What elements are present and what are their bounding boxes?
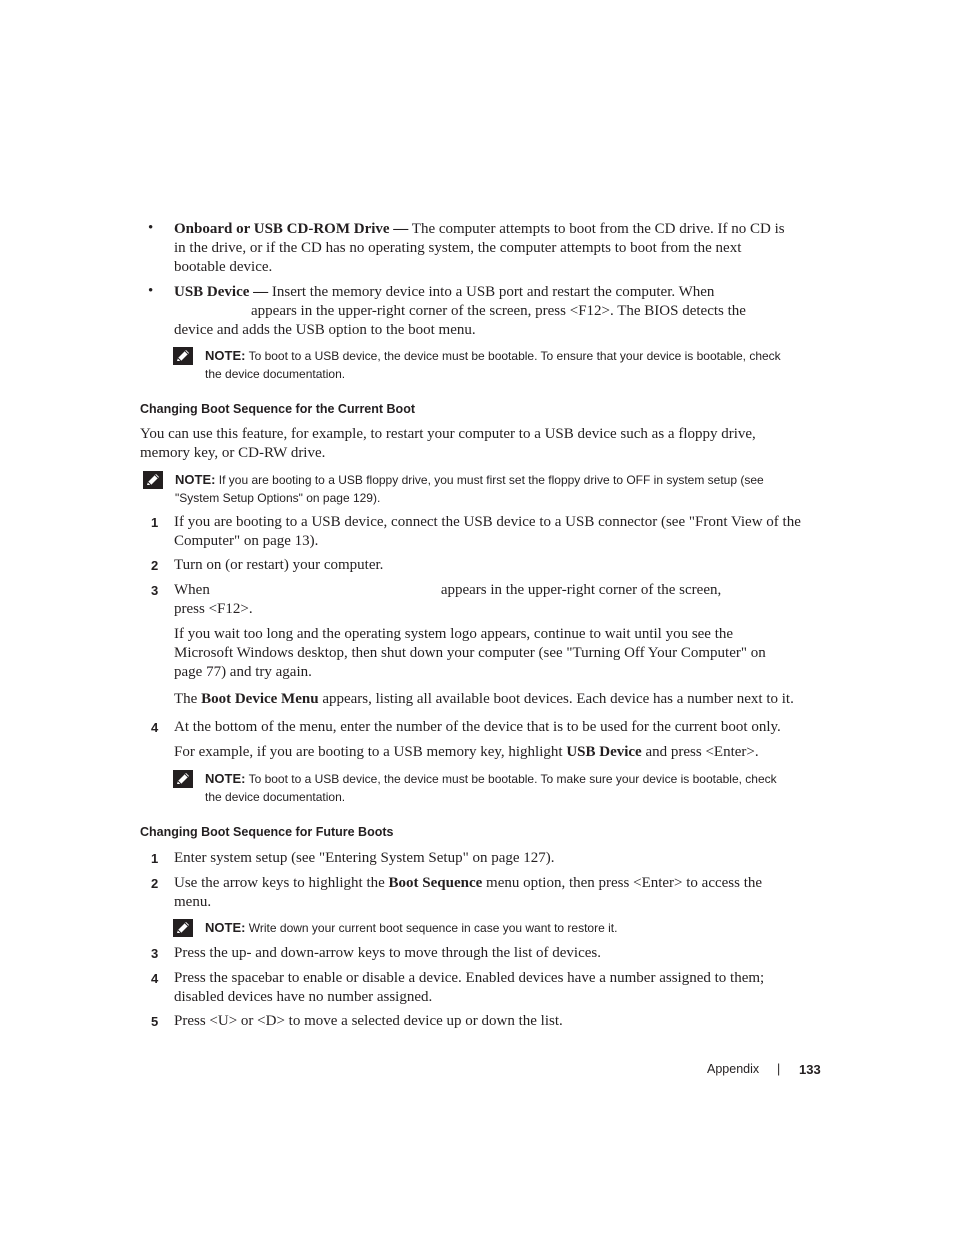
step-number: 5 — [151, 1014, 159, 1029]
bullet-marker: • — [148, 283, 154, 299]
step-number: 4 — [151, 971, 159, 986]
note-text: To boot to a USB device, the device must be bootable. To make sure your device is bootable, check — [245, 772, 777, 786]
note-text: Write down your current boot sequence in case you want to restore it. — [245, 921, 618, 935]
paragraph-text: For example, if you are booting to a USB memory key, highlight — [174, 744, 567, 760]
bullet-cdrom-text: bootable device. — [174, 258, 273, 275]
note-text: "System Setup Options" on page 129). — [175, 490, 381, 505]
note-pencil-icon — [173, 770, 193, 788]
step-text: If you are booting to a USB device, connect the USB device to a USB connector (see "Front View of the — [174, 514, 801, 530]
paragraph-text: and press <Enter>. — [641, 744, 759, 760]
intro-line: You can use this feature, for example, to restart your computer to a USB device such as a floppy drive, — [140, 426, 756, 442]
step-text: When — [174, 582, 210, 598]
step-enter-setup — [174, 849, 824, 868]
step-text: Press <U> or <D> to move a selected device up or down the list. — [174, 1013, 563, 1029]
step-enter-device-number — [174, 718, 834, 737]
section-heading-future-boots: Changing Boot Sequence for Future Boots — [140, 825, 394, 839]
paragraph-text: The — [174, 691, 202, 707]
intro-line: memory key, or CD-RW drive. — [140, 444, 326, 461]
step-press-f12 — [174, 581, 824, 619]
bullet-cdrom-text: The computer attempts to boot from the CD drive. If no CD is — [408, 221, 785, 237]
note-text: To boot to a USB device, the device must be bootable. To ensure that your device is bootable, check — [245, 349, 781, 363]
bullet-cdrom-text: in the drive, or if the CD has no operating system, the computer attempts to boot from the next — [174, 239, 742, 256]
step-text: menu option, then press <Enter> to access the — [482, 875, 763, 891]
footer-page-number: 133 — [799, 1062, 821, 1077]
step-number: 3 — [151, 583, 159, 598]
usb-device-term: USB Device — [566, 744, 642, 760]
note-text: the device documentation. — [205, 789, 346, 804]
bullet-usb-text: appears in the upper-right corner of the screen, press <F12>. The BIOS detects the — [251, 302, 746, 319]
step-text: At the bottom of the menu, enter the number of the device that is to be used for the current boot only. — [174, 719, 781, 735]
step4-example — [174, 743, 824, 762]
step-text: Press the spacebar to enable or disable a device. Enabled devices have a number assigned to them; — [174, 970, 765, 986]
bullet-usb-text: device and adds the USB option to the boot menu. — [174, 321, 476, 338]
note-pencil-icon — [143, 471, 163, 489]
step-arrow-keys — [174, 944, 824, 963]
note-text: the device documentation. — [205, 366, 346, 381]
paragraph-line: If you wait too long and the operating system logo appears, continue to wait until you see the — [174, 626, 734, 642]
boot-device-menu-term: Boot Device Menu — [201, 691, 319, 707]
step-text: Press the up- and down-arrow keys to move through the list of devices. — [174, 945, 601, 961]
step-highlight-boot-sequence — [174, 874, 824, 912]
boot-sequence-term: Boot Sequence — [388, 875, 483, 891]
note-label: NOTE: — [205, 920, 246, 935]
step-move-device — [174, 1012, 824, 1031]
step-number: 4 — [151, 720, 159, 735]
note-pencil-icon — [173, 347, 193, 365]
note-write-down-sequence — [205, 919, 825, 938]
paragraph-line: Microsoft Windows desktop, then shut down your computer (see "Turning Off Your Computer" on — [174, 644, 766, 661]
note-text: If you are booting to a USB floppy drive, you must first set the floppy drive to OFF in system setup (see — [215, 473, 764, 487]
note-usb-bootable — [205, 347, 825, 383]
note-label: NOTE: — [205, 348, 246, 363]
bullet-usb-text: Insert the memory device into a USB port and restart the computer. When — [268, 284, 715, 300]
step-spacebar-toggle — [174, 969, 824, 1007]
step-text: Enter system setup (see "Entering System Setup" on page 127). — [174, 850, 555, 866]
bullet-usb-title: USB Device — — [174, 284, 269, 300]
step-text: appears in the upper-right corner of the screen, — [440, 582, 722, 598]
step-number: 2 — [151, 558, 159, 573]
note-label: NOTE: — [175, 472, 216, 487]
footer-section-name: Appendix — [707, 1062, 760, 1076]
step-connect-usb — [174, 513, 824, 551]
step-number: 2 — [151, 876, 159, 891]
bullet-marker: • — [148, 220, 154, 236]
note-label: NOTE: — [205, 771, 246, 786]
step-turn-on — [174, 556, 824, 575]
section-heading-current-boot: Changing Boot Sequence for the Current Boot — [140, 402, 415, 416]
bullet-cdrom — [174, 220, 824, 276]
step3-wait-paragraph — [174, 625, 824, 681]
intro-paragraph — [140, 425, 830, 463]
step-text: menu. — [174, 893, 212, 910]
step-text: Turn on (or restart) your computer. — [174, 557, 384, 573]
step-number: 3 — [151, 946, 159, 961]
step-text: Use the arrow keys to highlight the — [174, 875, 389, 891]
bullet-usb-device — [174, 283, 824, 339]
note-usb-floppy — [175, 471, 825, 507]
note-pencil-icon — [173, 919, 193, 937]
bullet-cdrom-title: Onboard or USB CD-ROM Drive — — [174, 221, 409, 237]
step-text: Computer" on page 13). — [174, 532, 319, 549]
step-text: disabled devices have no number assigned. — [174, 988, 433, 1005]
step-number: 1 — [151, 851, 159, 866]
note-usb-bootable-2 — [205, 770, 825, 806]
footer-separator: | — [777, 1062, 781, 1076]
step-text: press <F12>. — [174, 600, 253, 617]
step-number: 1 — [151, 515, 159, 530]
paragraph-line: page 77) and try again. — [174, 663, 312, 680]
step3-boot-menu-paragraph — [174, 690, 834, 709]
paragraph-text: appears, listing all available boot devices. Each device has a number next to it. — [318, 691, 794, 707]
